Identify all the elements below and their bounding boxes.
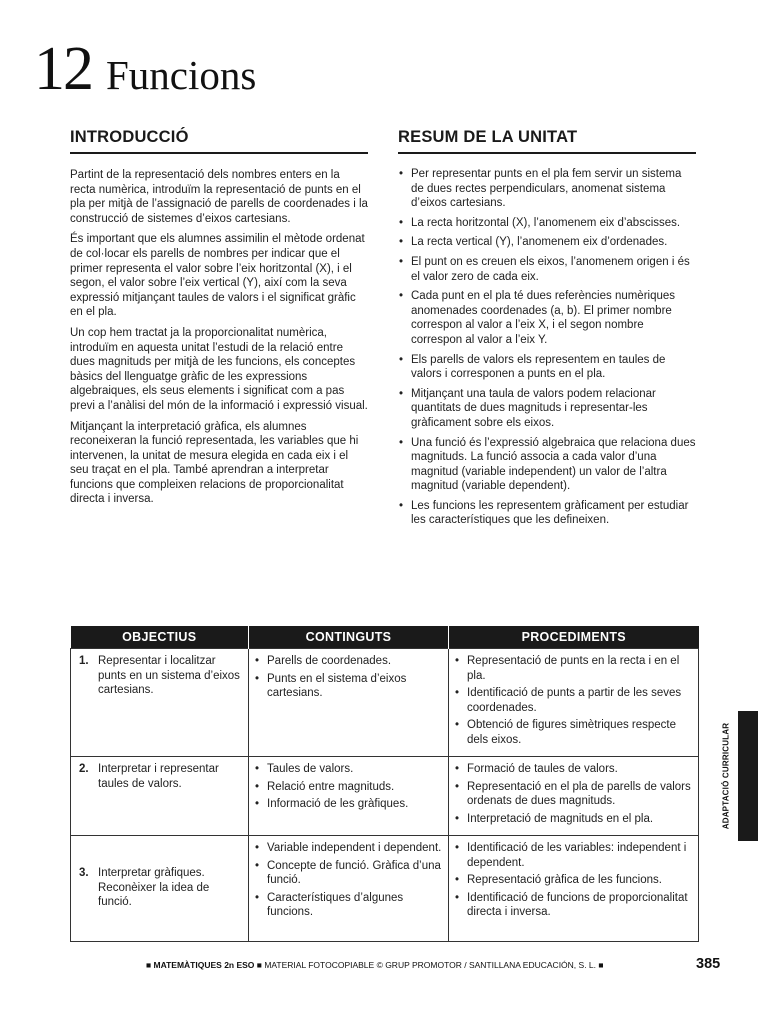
header-contents: CONTINGUTS (249, 626, 449, 649)
footer-text (146, 960, 604, 970)
summary-item: • La recta vertical (Y), l’anomenem eix d’ordenades. (398, 235, 696, 250)
summary-item: • Per representar punts en el pla fem servir un sistema de dues rectes perpendiculars, anomenat sistema d’eixos cartesians. (398, 167, 696, 211)
summary-item: • Una funció és l’expressió algebraica que relaciona dues magnituds. La funció associa a cada valor d’una magnitud (variable independent) un valor de l’altra magnitud (variable dependent). (398, 436, 696, 494)
procedures-cell (449, 757, 699, 836)
summary-item: • Mitjançant una taula de valors podem relacionar quantitats de dues magnituds i representar-les gràficament sobre els eixos. (398, 387, 696, 431)
introduction-section (70, 128, 368, 513)
chapter-heading (34, 34, 256, 105)
footer-book: MATEMÀTIQUES 2n ESO (153, 960, 255, 970)
procedure-item: • Representació gràfica de les funcions. (455, 873, 692, 888)
procedure-item: • Representació de punts en la recta i en el pla. (455, 654, 692, 683)
table-row (71, 757, 699, 836)
objective-text: Interpretar gràfiques. Reconèixer la idea de funció. (98, 867, 210, 909)
procedure-item: • Formació de taules de valors. (455, 762, 692, 777)
procedure-item: • Representació en el pla de parells de valors ordenats de dues magnituds. (455, 780, 692, 809)
procedures-cell (449, 836, 699, 942)
content-item: • Característiques d’algunes funcions. (255, 891, 442, 920)
footer-square: ■ (146, 960, 152, 970)
summary-item: • Els parells de valors els representem en taules de valors i corresponen a punts en el pla. (398, 353, 696, 382)
introduction-paragraph: Un cop hem tractat ja la proporcionalitat numèrica, introduïm en aquesta unitat l’estudi de la relació entre dues magnituds per mitjà de les funcions, els conceptes bàsics del llenguatge gràfic de les expressions algebraiques, els seus elements i significat com a pas previ a l’anàlisi del món de la informació i expressió visual. (70, 326, 368, 412)
objective-number: 1. (79, 655, 89, 667)
unit-summary-list (398, 167, 696, 528)
contents-cell (249, 836, 449, 942)
content-item: • Punts en el sistema d’eixos cartesians. (255, 672, 442, 701)
summary-item: • Cada punt en el pla té dues referències numèriques anomenades coordenades (a, b). El primer nombre correspon al valor a l’eix X, i el segon nombre correspon al valor a l’eix Y. (398, 289, 696, 347)
header-objectives: OBJECTIUS (71, 626, 249, 649)
side-tab-bar (738, 711, 758, 841)
objective-number: 2. (79, 763, 89, 775)
objective-text: Interpretar i representar taules de valors. (98, 763, 219, 790)
objective-text: Representar i localitzar punts en un sistema d’eixos cartesians. (98, 655, 240, 696)
introduction-paragraph: Mitjançant la interpretació gràfica, els alumnes reconeixeran la funció representada, les variables que hi intervenen, la unitat de mesura elegida en cada eix i el seu traçat en el pla. També aprendran a interpretar funcions que compleixen relacions de proporcionalitat directa i inversa. (70, 420, 359, 506)
page-footer (0, 958, 768, 974)
procedure-item: • Identificació de punts a partir de les seves coordenades. (455, 686, 692, 715)
footer-square: ■ (598, 960, 604, 970)
summary-item: • El punt on es creuen els eixos, l’anomenem origen i és el valor zero de cada eix. (398, 255, 696, 284)
unit-summary-heading: RESUM DE LA UNITAT (398, 128, 696, 154)
objectives-table (70, 626, 699, 942)
table-row (71, 649, 699, 757)
procedure-item: • Obtenció de figures simètriques respecte dels eixos. (455, 718, 692, 747)
objective-cell (71, 757, 249, 836)
objective-cell (71, 836, 249, 942)
table-row (71, 836, 699, 942)
header-procedures: PROCEDIMENTS (449, 626, 699, 649)
table-header-row (71, 626, 699, 649)
content-item: • Parells de coordenades. (255, 654, 442, 669)
side-tab-label: ADAPTACIÓ CURRICULAR (721, 722, 731, 830)
procedure-item: • Interpretació de magnituds en el pla. (455, 812, 692, 827)
summary-item: • La recta horitzontal (X), l’anomenem eix d’abscisses. (398, 216, 696, 231)
unit-summary-section (398, 128, 696, 533)
footer-notice: MATERIAL FOTOCOPIABLE © GRUP PROMOTOR / SANTILLANA EDUCACIÓN, S. L. (264, 960, 597, 970)
procedure-item: • Identificació de funcions de proporcionalitat directa i inversa. (455, 891, 692, 920)
chapter-number: 12 (34, 35, 92, 103)
procedures-cell (449, 649, 699, 757)
objective-number: 3. (79, 867, 89, 880)
content-item: • Taules de valors. (255, 762, 442, 777)
page-number: 385 (696, 956, 721, 972)
summary-item: • Les funcions les representem gràficament per estudiar les característiques que les defineixen. (398, 499, 696, 528)
introduction-paragraph: És important que els alumnes assimilin el mètode ordenat de col·locar els parells de nombres per indicar que el primer representa el valor sobre l’eix horitzontal (X), i el segon, el valor sobre l’eix vertical (Y), així com la seva expressió mitjançant taules de valors i el significat gràfic en el pla. (70, 233, 365, 319)
chapter-title: Funcions (106, 52, 257, 98)
content-item: • Variable independent i dependent. (255, 841, 442, 856)
content-item: • Informació de les gràfiques. (255, 797, 442, 812)
footer-square: ■ (256, 960, 262, 970)
objective-cell (71, 649, 249, 757)
contents-cell (249, 649, 449, 757)
content-item: • Concepte de funció. Gràfica d’una funció. (255, 859, 442, 888)
contents-cell (249, 757, 449, 836)
introduction-heading: INTRODUCCIÓ (70, 128, 368, 154)
side-tab (716, 711, 736, 841)
content-item: • Relació entre magnituds. (255, 780, 442, 795)
introduction-paragraph: Partint de la representació dels nombres enters en la recta numèrica, introduïm la representació de punts en el pla per mitjà de l’assignació de parells de coordenades i la construcció de sistemes d’eixos cartesians. (70, 169, 368, 225)
procedure-item: • Identificació de les variables: independent i dependent. (455, 841, 692, 870)
